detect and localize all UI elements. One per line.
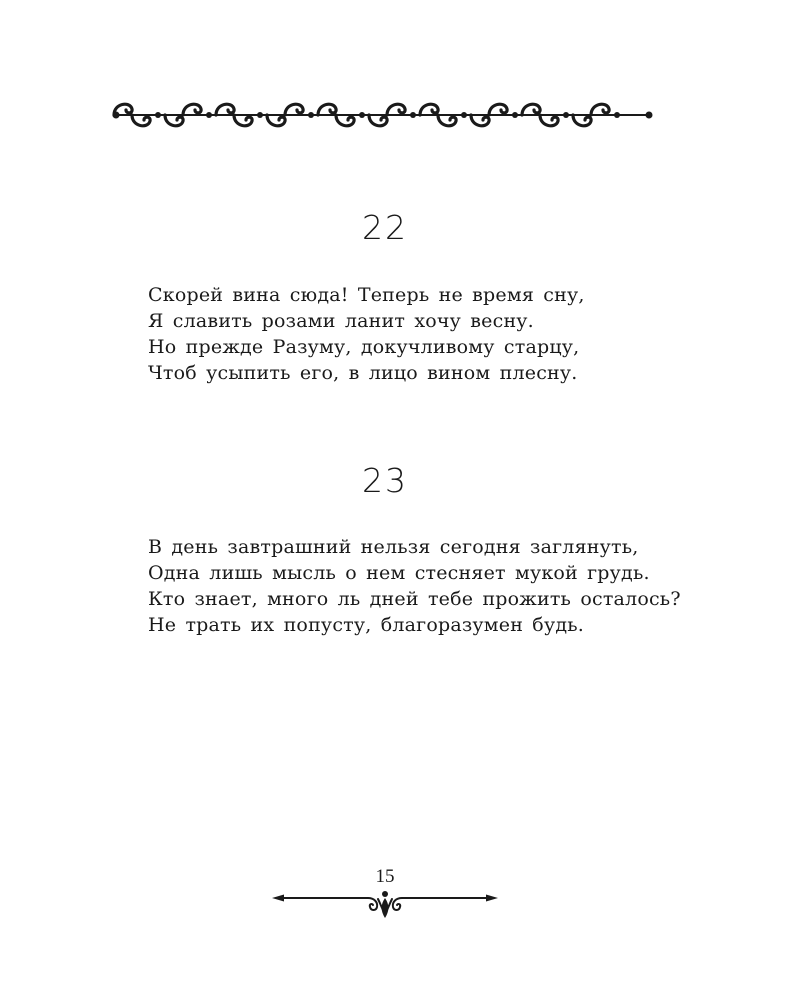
page-number: 15 xyxy=(375,866,395,887)
poem-line: Чтоб усыпить его, в лицо вином плесну. xyxy=(148,362,578,384)
scroll-border-ornament-icon xyxy=(110,95,655,135)
poem-23-stanza xyxy=(148,534,681,638)
poem-number-23: 23 xyxy=(362,461,408,500)
scroll-end-dot xyxy=(646,112,653,119)
scroll-dot xyxy=(206,112,212,118)
scroll-dot xyxy=(308,112,314,118)
poem-22-stanza xyxy=(148,282,585,386)
poem-line: Но прежде Разуму, докучливому старцу, xyxy=(148,336,580,358)
poem-line: Кто знает, много ль дней тебе прожить осталось? xyxy=(148,588,681,610)
scroll-dot xyxy=(359,112,365,118)
poem-line: В день завтрашний нельзя сегодня заглянуть, xyxy=(148,536,639,558)
fleuron-divider-ornament-icon xyxy=(270,884,500,920)
scroll-dot xyxy=(410,112,416,118)
poem-line: Я славить розами ланит хочу весну. xyxy=(148,310,534,332)
scroll-end-dot xyxy=(113,112,120,119)
scroll-dot xyxy=(512,112,518,118)
scroll-dot xyxy=(563,112,569,118)
scroll-dot xyxy=(461,112,467,118)
poem-number-22: 22 xyxy=(362,208,408,247)
poem-line: Скорей вина сюда! Теперь не время сну, xyxy=(148,284,585,306)
scroll-dot xyxy=(257,112,263,118)
poem-line: Одна лишь мысль о нем стесняет мукой грудь. xyxy=(148,562,650,584)
scroll-dot xyxy=(155,112,161,118)
scroll-dot xyxy=(614,112,620,118)
poem-line: Не трать их попусту, благоразумен будь. xyxy=(148,614,585,636)
